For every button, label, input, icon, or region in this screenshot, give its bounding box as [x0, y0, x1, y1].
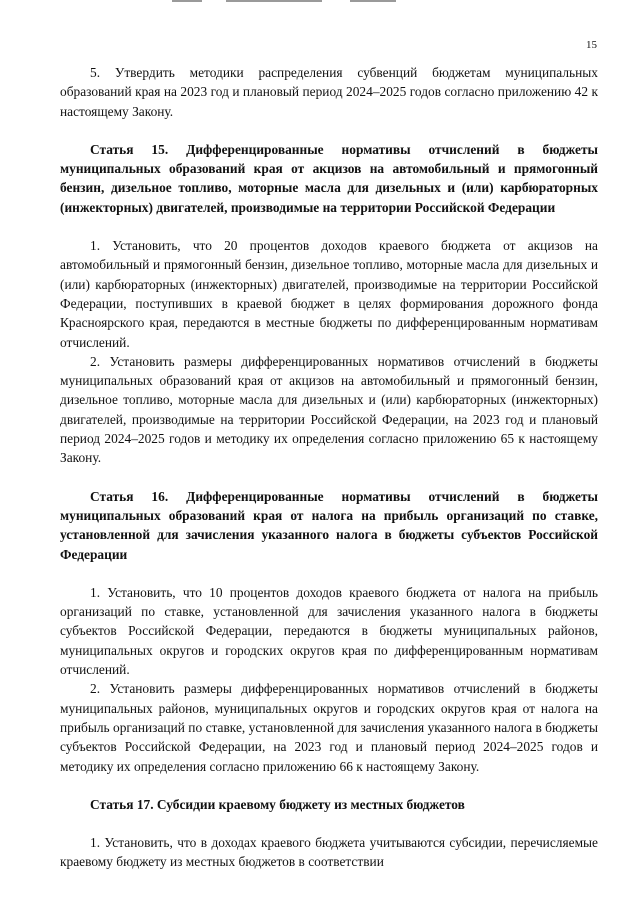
spacer [60, 468, 598, 487]
article-15-heading: Статья 15. Дифференцированные нормативы отчислений в бюджеты муниципальных образований края от акцизов на автомобильный и прямогонный бензин, дизельное топливо, моторные масла для дизельных и (или) карбюраторных (инжекторных) двигателей, производимые на территории Российской Федерации [60, 141, 598, 215]
article-16-paragraph-1: 1. Установить, что 10 процентов доходов краевого бюджета от налога на прибыль организаций по ставке, установленной для зачисления указанного налога в бюджеты субъектов Российской Федерации, передаются в бюджеты муниципальных районов, муниципальных округов и городских округов края по дифференцированным нормативам отчислений. [60, 584, 598, 678]
paragraph-5: 5. Утвердить методики распределения субвенций бюджетам муниципальных образований края на 2023 год и плановый период 2024–2025 годов согласно приложению 42 к настоящему Закону. [60, 65, 598, 119]
spacer [60, 776, 598, 795]
article-16-paragraph-2: 2. Установить размеры дифференцированных нормативов отчислений в бюджеты муниципальных районов, муниципальных округов и городских округов края от налога на прибыль организаций по ставке, установленной для зачисления указанного налога в бюджеты субъектов Российской Федерации, на 2023 год и плановый период 2024–2025 годов и методику их определения согласно приложению 66 к настоящему Закону. [60, 681, 598, 774]
article-17-heading: Статья 17. Субсидии краевому бюджету из местных бюджетов [90, 796, 465, 812]
article-15-paragraph-1: 1. Установить, что 20 процентов доходов краевого бюджета от акцизов на автомобильный и прямогонный бензин, дизельное топливо, моторные масла для дизельных и (или) карбюраторных (инжекторных) двигателей, производимые на территории Российской Федерации, поступивших в краевой бюджет в целях формирования дорожного фонда Красноярского края, передаются в местные бюджеты по дифференцированным нормативам отчислений. [60, 238, 598, 350]
scan-artifact-line [226, 0, 322, 2]
scan-artifact-line [172, 0, 202, 2]
spacer [60, 217, 598, 236]
spacer [60, 814, 598, 833]
article-16-heading: Статья 16. Дифференцированные нормативы отчислений в бюджеты муниципальных образований края от налога на прибыль организаций по ставке, установленной для зачисления указанного налога в бюджеты субъектов Российской Федерации [60, 488, 598, 562]
article-17-paragraph-1: 1. Установить, что в доходах краевого бюджета учитываются субсидии, перечисляемые краевому бюджету из местных бюджетов в соответствии [60, 835, 598, 870]
scan-artifact-line [350, 0, 396, 2]
article-15-paragraph-2: 2. Установить размеры дифференцированных нормативов отчислений в бюджеты муниципальных образований края от акцизов на автомобильный и прямогонный бензин, дизельное топливо, моторные масла для дизельных и (или) карбюраторных (инжекторных) двигателей, производимые на территории Российской Федерации, на 2023 год и плановый период 2024–2025 годов и методику их определения согласно приложению 65 к настоящему Закону. [60, 353, 598, 466]
spacer [60, 121, 598, 140]
document-body [60, 63, 598, 872]
page-number: 15 [586, 39, 597, 51]
spacer [60, 564, 598, 583]
